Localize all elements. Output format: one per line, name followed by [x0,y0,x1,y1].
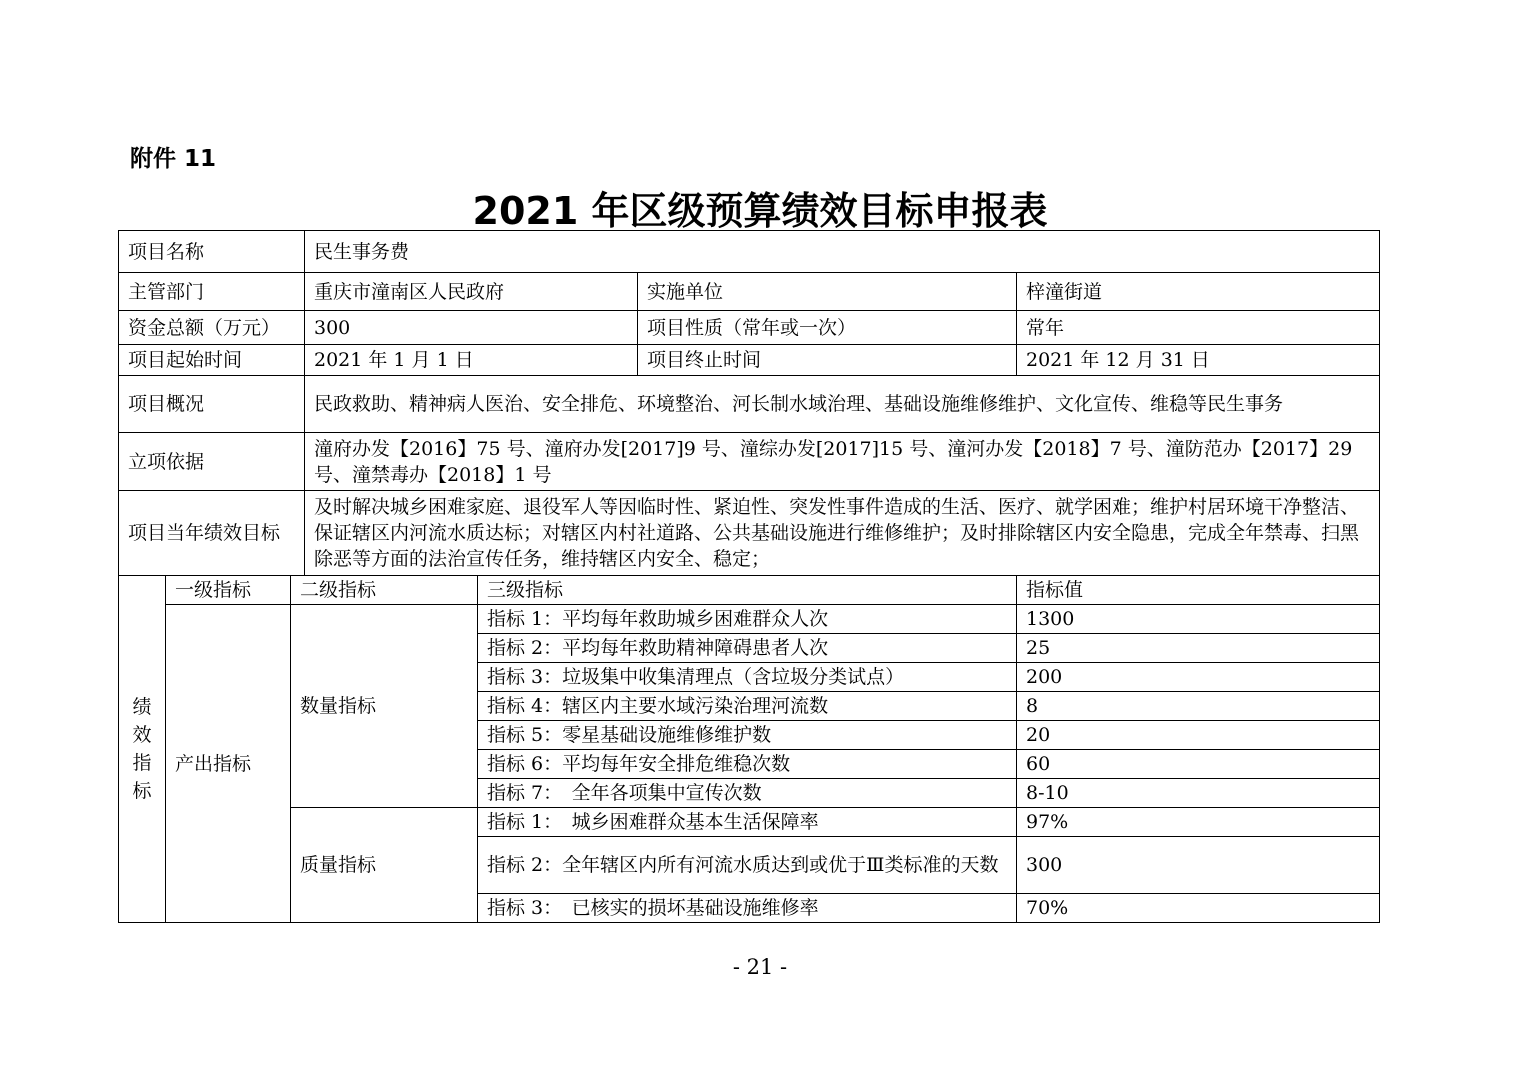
nature-label: 项目性质（常年或一次） [638,311,1017,345]
indicator-value: 25 [1017,634,1380,663]
indicator-value: 200 [1017,663,1380,692]
project-name-label: 项目名称 [119,231,305,273]
goal-value: 及时解决城乡困难家庭、退役军人等因临时性、紧迫性、突发性事件造成的生活、医疗、就学困难；维护村居环境干净整洁、保证辖区内河流水质达标；对辖区内村社道路、公共基础设施进行维修维护；及时排除辖区内安全隐患，完成全年禁毒、扫黑除恶等方面的法治宣传任务，维持辖区内安全、稳定； [305,491,1380,576]
table-row [119,376,1380,433]
basis-label: 立项依据 [119,433,305,491]
indicator-name: 指标 3：垃圾集中收集清理点（含垃圾分类试点） [478,663,1017,692]
table-row [119,311,1380,345]
end-label: 项目终止时间 [638,345,1017,376]
overview-label: 项目概况 [119,376,305,433]
funds-value: 300 [305,311,638,345]
funds-label: 资金总额（万元） [119,311,305,345]
section-char: 效 [132,724,152,746]
end-value: 2021 年 12 月 31 日 [1017,345,1380,376]
table-row [119,433,1380,491]
unit-value: 梓潼街道 [1017,273,1380,311]
dept-label: 主管部门 [119,273,305,311]
indicator-value: 1300 [1017,605,1380,634]
project-name: 民生事务费 [305,231,1380,273]
indicator-name: 指标 2：平均每年救助精神障碍患者人次 [478,634,1017,663]
basis-value: 潼府办发【2016】75 号、潼府办发[2017]9 号、潼综办发[2017]15 号、潼河办发【2018】7 号、潼防范办【2017】29 号、潼禁毒办【2018】1 号 [305,433,1380,491]
indicator-value: 97% [1017,808,1380,837]
indicator-name: 指标 1：平均每年救助城乡困难群众人次 [478,605,1017,634]
attachment-label: 附件 11 [130,146,217,172]
table-row [119,273,1380,311]
indicator-name: 指标 6：平均每年安全排危维稳次数 [478,750,1017,779]
quality-indicators-label: 质量指标 [291,808,478,923]
dept-value: 重庆市潼南区人民政府 [305,273,638,311]
performance-table [118,230,1380,923]
col-level1-header: 一级指标 [166,576,291,605]
col-value-header: 指标值 [1017,576,1380,605]
indicator-name: 指标 7： 全年各项集中宣传次数 [478,779,1017,808]
indicator-name: 指标 4：辖区内主要水域污染治理河流数 [478,692,1017,721]
goal-label: 项目当年绩效目标 [119,491,305,576]
table-row [119,576,1380,605]
table-row [119,345,1380,376]
page-title: 2021 年区级预算绩效目标申报表 [472,189,1048,233]
section-char: 绩 [132,696,152,718]
overview-value: 民政救助、精神病人医治、安全排危、环境整治、河长制水域治理、基础设施维修维护、文化宣传、维稳等民生事务 [305,376,1380,433]
indicator-value: 70% [1017,894,1380,923]
col-level2-header: 二级指标 [291,576,478,605]
page-number: - 21 - [732,955,788,979]
section-char: 标 [132,780,152,802]
indicator-value: 8-10 [1017,779,1380,808]
col-level3-header: 三级指标 [478,576,1017,605]
table-row [119,491,1380,576]
table-row [119,231,1380,273]
indicator-name: 指标 3： 已核实的损坏基础设施维修率 [478,894,1017,923]
indicators-section-label [119,576,166,923]
indicator-value: 300 [1017,837,1380,894]
indicator-value: 20 [1017,721,1380,750]
unit-label: 实施单位 [638,273,1017,311]
indicator-name: 指标 2：全年辖区内所有河流水质达到或优于Ⅲ类标准的天数 [478,837,1017,894]
indicator-value: 60 [1017,750,1380,779]
quantity-indicators-label: 数量指标 [291,605,478,808]
section-char: 指 [132,752,152,774]
table-row [119,605,1380,634]
table-row [119,808,1380,837]
level1-output: 产出指标 [166,605,291,923]
indicator-name: 指标 1： 城乡困难群众基本生活保障率 [478,808,1017,837]
indicator-name: 指标 5：零星基础设施维修维护数 [478,721,1017,750]
start-value: 2021 年 1 月 1 日 [305,345,638,376]
nature-value: 常年 [1017,311,1380,345]
start-label: 项目起始时间 [119,345,305,376]
indicator-value: 8 [1017,692,1380,721]
